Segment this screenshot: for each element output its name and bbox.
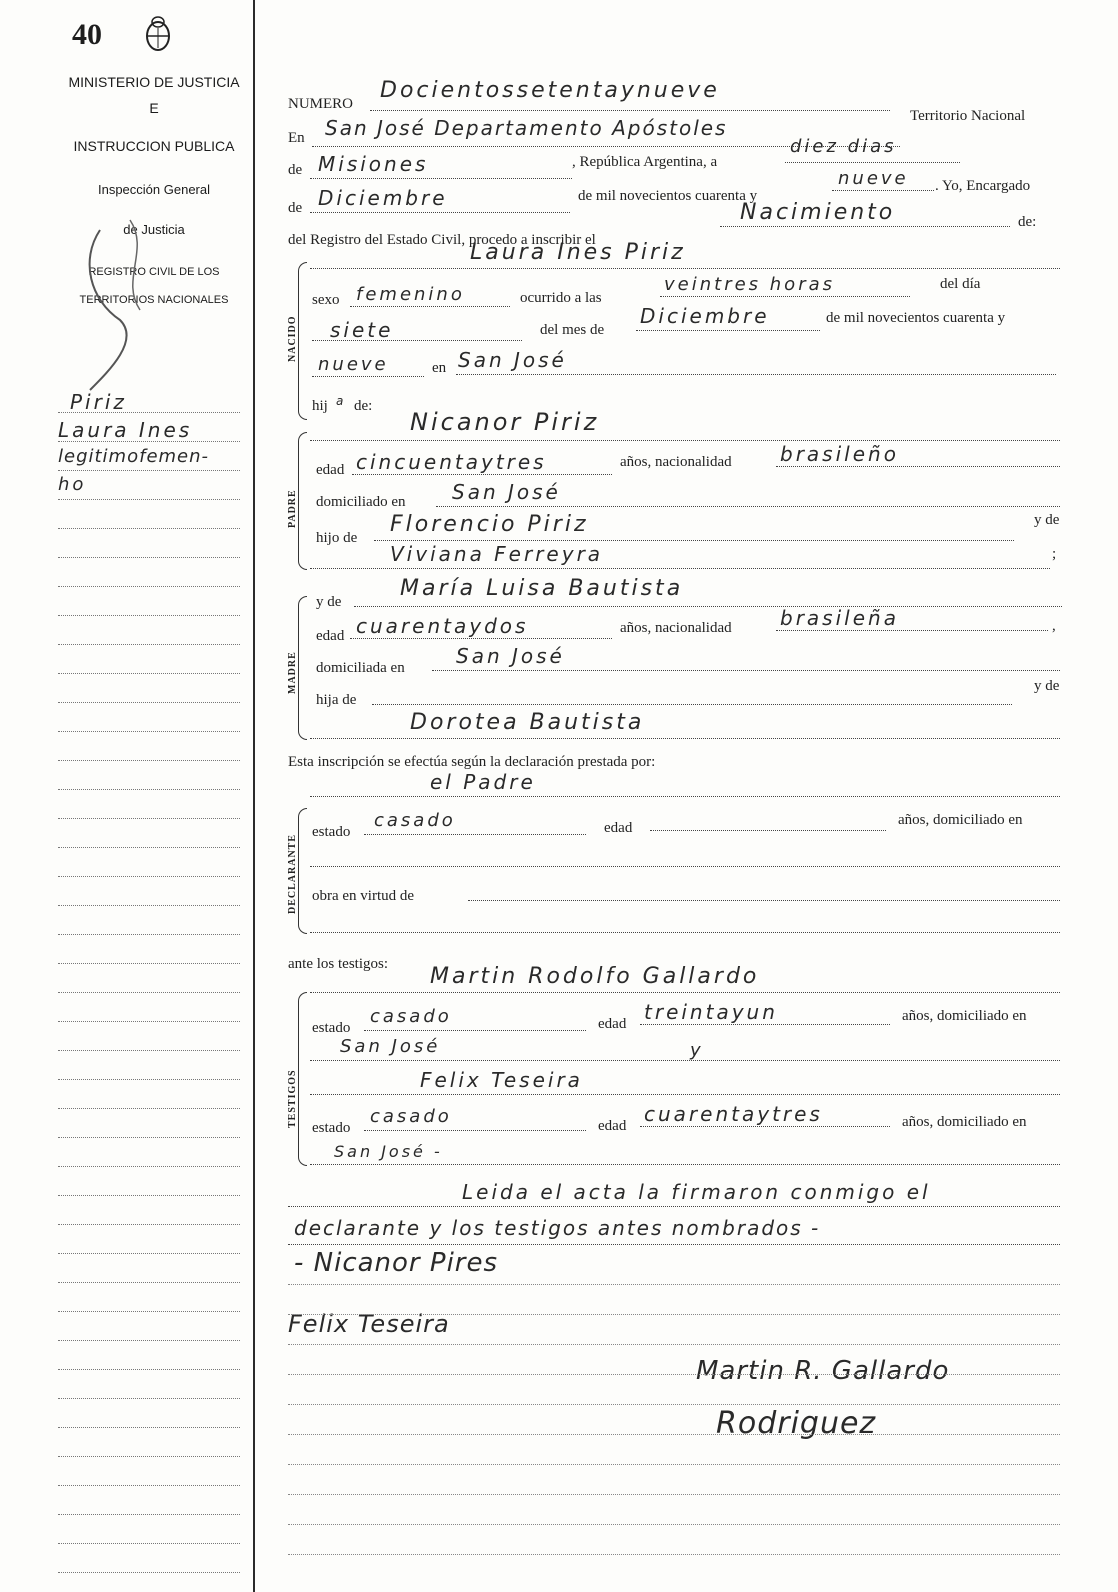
- testigos-brace: [298, 992, 307, 1166]
- section-declarante: DECLARANTE: [287, 833, 298, 914]
- margin-ruled-line: [58, 528, 240, 529]
- leader-madre-madre: [310, 738, 1060, 739]
- label-testigo1-domicilio: años, domiciliado en: [902, 1008, 1027, 1024]
- leader-obra-virtud: [468, 900, 1060, 901]
- field-cierre2: declarante y los testigos antes nombrados -: [294, 1216, 821, 1240]
- leader-testigo1-domicilio: [310, 1060, 1060, 1061]
- field-sexo: femenino: [356, 284, 465, 305]
- margin-ruled-line: [58, 1166, 240, 1167]
- label-padre-domicilio: domiciliado en: [316, 494, 406, 510]
- label-numero: NUMERO: [288, 96, 354, 112]
- field-hora: veintres horas: [664, 274, 835, 295]
- margin-ruled-line: [58, 1398, 240, 1399]
- margin-ruled-line: [58, 1137, 240, 1138]
- label-padre-edad: edad: [316, 462, 345, 478]
- label-del-registro: del Registro del Estado Civil, procedo a inscribir el: [288, 232, 596, 248]
- leader-declarante-estado: [364, 834, 586, 835]
- margin-ruled-line: [58, 847, 240, 848]
- label-del-dia: del día: [940, 276, 981, 292]
- margin-note-surname: Piriz: [70, 390, 127, 414]
- margin-ruled-line: [58, 644, 240, 645]
- margin-ruled-line: [58, 1050, 240, 1051]
- declarante-brace: [298, 808, 307, 934]
- label-ocurrido: ocurrido a las: [520, 290, 602, 306]
- label-ante-testigos: ante los testigos:: [288, 956, 388, 972]
- label-declarante-edad: edad: [604, 820, 633, 836]
- label-padre-hijo-de: hijo de: [316, 530, 358, 546]
- leader-dia: [785, 162, 960, 163]
- section-testigos: TESTIGOS: [287, 1069, 298, 1128]
- inspection-line1: Inspección General: [97, 182, 210, 197]
- label-testigo1-edad: edad: [598, 1016, 627, 1032]
- label-padre-y-de: y de: [1034, 512, 1060, 528]
- leader-padre-nac: [776, 466, 1060, 467]
- body-ruled-line: [288, 1314, 1060, 1315]
- field-madre-nac: brasileña: [780, 606, 899, 630]
- margin-ruled-line: [58, 1514, 240, 1515]
- field-declarante: el Padre: [430, 770, 536, 794]
- margin-ruled-line: [58, 818, 240, 819]
- leader-padre-edad: [352, 474, 612, 475]
- coat-of-arms-icon: [142, 14, 174, 54]
- body-ruled-line: [288, 1284, 1060, 1285]
- margin-note-given-names: Laura Ines: [58, 418, 193, 442]
- margin-note-legitimacy: legitimofemen-: [58, 446, 210, 467]
- margin-ruled-line: [58, 1224, 240, 1225]
- field-padre-nombre: Nicanor Piriz: [410, 408, 600, 436]
- leader-lugar-nac: [456, 374, 1056, 375]
- field-en: San José Departamento Apóstoles: [325, 116, 728, 140]
- ministry-line3: INSTRUCCION PUBLICA: [73, 138, 235, 154]
- leader-madre-padre: [372, 704, 1012, 705]
- leader-testigo2: [310, 1094, 1060, 1095]
- leader-madre-nac: [776, 630, 1048, 631]
- leader-anio-nac: [312, 376, 424, 377]
- field-cierre1: Leida el acta la firmaron conmigo el: [462, 1180, 931, 1204]
- field-padre-padre: Florencio Piriz: [390, 512, 589, 537]
- leader-testigo1-estado: [364, 1030, 586, 1031]
- leader-declarante-extra: [310, 932, 1060, 933]
- leader-anio: [832, 190, 934, 191]
- registry-line1: REGISTRO CIVIL DE LOS: [88, 266, 220, 278]
- margin-ruled-line: [58, 1282, 240, 1283]
- leader-mes: [310, 212, 570, 213]
- leader-testigo1: [310, 992, 1060, 993]
- margin-ruled-line: [58, 673, 240, 674]
- margin-ruled-line: [58, 1427, 240, 1428]
- leader-declarante-edad: [650, 830, 886, 831]
- label-de-mil-cuarenta-y: de mil novecientos cuarenta y: [826, 310, 1006, 326]
- label-comma: ,: [1052, 618, 1056, 634]
- margin-note-suffix: ho: [58, 474, 87, 495]
- label-padre-nacionalidad: años, nacionalidad: [620, 454, 732, 470]
- field-numero: Docientossetentaynueve: [380, 78, 720, 103]
- margin-ruled-line: [58, 934, 240, 935]
- body-ruled-line: [288, 1464, 1060, 1465]
- field-madre-nombre: María Luisa Bautista: [400, 576, 684, 601]
- leader-cierre1: [288, 1206, 1060, 1207]
- field-hijo-sufijo: a: [336, 394, 344, 408]
- leader-territorio: [310, 178, 572, 179]
- leader-testigo1-edad: [640, 1024, 890, 1025]
- margin-ruled-line: [58, 1021, 240, 1022]
- label-hij: hij: [312, 398, 328, 414]
- inspection-line2: de Justicia: [123, 222, 185, 237]
- margin-ruled-line: [58, 557, 240, 558]
- leader-testigo2-edad: [640, 1126, 890, 1127]
- label-hijo-suffix: de:: [354, 398, 373, 414]
- label-yo-encargado: . Yo, Encargado: [935, 178, 1031, 194]
- label-testigo1-estado: estado: [312, 1020, 351, 1036]
- field-madre-madre: Dorotea Bautista: [410, 710, 645, 735]
- leader-padre-nombre: [310, 440, 1060, 441]
- field-padre-madre: Viviana Ferreyra: [390, 542, 604, 566]
- body-ruled-line: [288, 1554, 1060, 1555]
- leader-declarante: [310, 796, 1060, 797]
- leader-madre-domicilio: [432, 670, 1060, 671]
- margin-ruled-line: [58, 1543, 240, 1544]
- label-en-lower: en: [432, 360, 447, 376]
- leader-sexo: [350, 306, 510, 307]
- margin-ruled-line: [58, 1340, 240, 1341]
- signature-padre: - Nicanor Pires: [294, 1248, 499, 1278]
- leader-declarante-domicilio: [310, 866, 1060, 867]
- margin-ruled-line: [58, 731, 240, 732]
- margin-ruled-line: [58, 1108, 240, 1109]
- section-nacido: NACIDO: [287, 315, 298, 362]
- label-madre-y-de-2: y de: [1034, 678, 1060, 694]
- field-acto: Nacimiento: [740, 200, 896, 225]
- field-mes: Diciembre: [318, 186, 448, 210]
- signature-testigo2: Felix Teseira: [288, 1310, 450, 1338]
- leader-madre-edad: [350, 638, 612, 639]
- label-de-mil: de mil novecientos cuarenta y: [578, 188, 758, 204]
- margin-ruled-line: [58, 1195, 240, 1196]
- leader-padre-padre: [374, 540, 1014, 541]
- field-dia-nac: siete: [330, 318, 394, 342]
- body-ruled-line: [288, 1374, 1060, 1375]
- field-madre-domicilio: San José: [456, 644, 565, 668]
- margin-ruled-line: [58, 1369, 240, 1370]
- field-madre-edad: cuarentaydos: [356, 614, 529, 638]
- label-declarante-domicilio: años, domiciliado en: [898, 812, 1023, 828]
- field-declarante-estado: casado: [374, 810, 456, 831]
- leader-hora: [660, 296, 910, 297]
- margin-ruled-line: [58, 499, 240, 500]
- margin-ruled-line: [58, 876, 240, 877]
- label-en: En: [288, 130, 305, 146]
- nacido-brace: [298, 262, 307, 420]
- field-testigo1-edad: treintayun: [644, 1000, 778, 1024]
- field-padre-edad: cincuentaytres: [356, 450, 547, 474]
- label-semicolon: ;: [1052, 546, 1057, 562]
- madre-brace: [298, 596, 307, 740]
- label-de-colon: de:: [1018, 214, 1037, 230]
- label-testigo2-estado: estado: [312, 1120, 351, 1136]
- leader-cierre2: [288, 1244, 1060, 1245]
- page-number: 40: [72, 18, 102, 51]
- body-ruled-line: [288, 1494, 1060, 1495]
- label-madre-nacionalidad: años, nacionalidad: [620, 620, 732, 636]
- margin-ruled-line: [58, 760, 240, 761]
- margin-ruled-line: [58, 992, 240, 993]
- leader-testigo2-domicilio: [310, 1164, 1060, 1165]
- field-testigo2: Felix Teseira: [420, 1068, 583, 1092]
- label-madre-y-de: y de: [316, 594, 342, 610]
- section-madre: MADRE: [287, 651, 298, 694]
- label-obra-virtud: obra en virtud de: [312, 888, 415, 904]
- margin-ruled-line: [58, 1311, 240, 1312]
- leader-padre-domicilio: [436, 506, 1060, 507]
- field-testigo2-domicilio: San José -: [334, 1142, 443, 1161]
- field-testigo1: Martin Rodolfo Gallardo: [430, 964, 760, 989]
- leader-numero: [370, 110, 890, 111]
- field-territorio: Misiones: [318, 152, 429, 176]
- body-ruled-line: [288, 1344, 1060, 1345]
- label-de-2: de: [288, 200, 303, 216]
- label-sexo: sexo: [312, 292, 340, 308]
- label-declarante-estado: estado: [312, 824, 351, 840]
- ministry-line2: E: [149, 100, 159, 116]
- body-ruled-line: [288, 1434, 1060, 1435]
- body-ruled-line: [288, 1404, 1060, 1405]
- margin-ruled-line: [58, 963, 240, 964]
- label-territorio: Territorio Nacional: [910, 108, 1026, 124]
- signature-testigo1: Martin R. Gallardo: [696, 1356, 950, 1386]
- margin-ruled-line: [58, 1456, 240, 1457]
- margin-ruled-line: [58, 702, 240, 703]
- padre-brace: [298, 432, 307, 570]
- margin-ruled-line: [58, 586, 240, 587]
- field-anio-nac: nueve: [318, 354, 389, 375]
- label-madre-domicilio: domiciliada en: [316, 660, 405, 676]
- label-del-mes: del mes de: [540, 322, 605, 338]
- field-padre-domicilio: San José: [452, 480, 561, 504]
- field-testigo2-estado: casado: [370, 1106, 452, 1127]
- field-dia: diez dias: [790, 136, 897, 157]
- label-republica: , República Argentina, a: [572, 154, 718, 170]
- field-padre-nac: brasileño: [780, 442, 899, 466]
- label-testigo2-edad: edad: [598, 1118, 627, 1134]
- section-padre: PADRE: [287, 489, 298, 528]
- leader-nombre: [310, 268, 1060, 269]
- margin-ruled-line: [58, 615, 240, 616]
- stamp-scribble-icon: [60, 200, 170, 400]
- field-lugar-nac: San José: [458, 348, 567, 372]
- leader-mes-nac: [636, 330, 820, 331]
- margin-ruled-line: [58, 1079, 240, 1080]
- leader-padre-madre: [310, 568, 1050, 569]
- margin-ruled-line: [58, 789, 240, 790]
- ministry-line1: MINISTERIO DE JUSTICIA: [68, 74, 240, 90]
- leader-madre-nombre: [354, 606, 1062, 607]
- margin-ruled-line: [58, 1485, 240, 1486]
- field-testigo1-estado: casado: [370, 1006, 452, 1027]
- margin-ruled-line: [58, 470, 240, 471]
- signature-encargado: Rodriguez: [716, 1406, 877, 1441]
- label-madre-hija-de: hija de: [316, 692, 357, 708]
- margin-divider: [253, 0, 255, 1592]
- field-anio: nueve: [838, 168, 909, 189]
- label-inscripcion: Esta inscripción se efectúa según la declaración prestada por:: [288, 754, 656, 770]
- field-testigo2-edad: cuarentaytres: [644, 1102, 823, 1126]
- label-testigo2-domicilio: años, domiciliado en: [902, 1114, 1027, 1130]
- leader-acto: [720, 226, 1010, 227]
- registry-line2: TERRITORIOS NACIONALES: [79, 294, 229, 306]
- field-testigo1-y: y: [690, 1040, 704, 1061]
- field-mes-nac: Diciembre: [640, 304, 770, 328]
- label-madre-edad: edad: [316, 628, 345, 644]
- margin-ruled-line: [58, 1572, 240, 1573]
- body-ruled-line: [288, 1524, 1060, 1525]
- margin-ruled-line: [58, 905, 240, 906]
- label-de-1: de: [288, 162, 303, 178]
- leader-testigo2-estado: [364, 1130, 586, 1131]
- field-nombre: Laura Ines Piriz: [470, 240, 686, 265]
- field-testigo1-domicilio: San José: [340, 1036, 441, 1057]
- margin-ruled-line: [58, 1253, 240, 1254]
